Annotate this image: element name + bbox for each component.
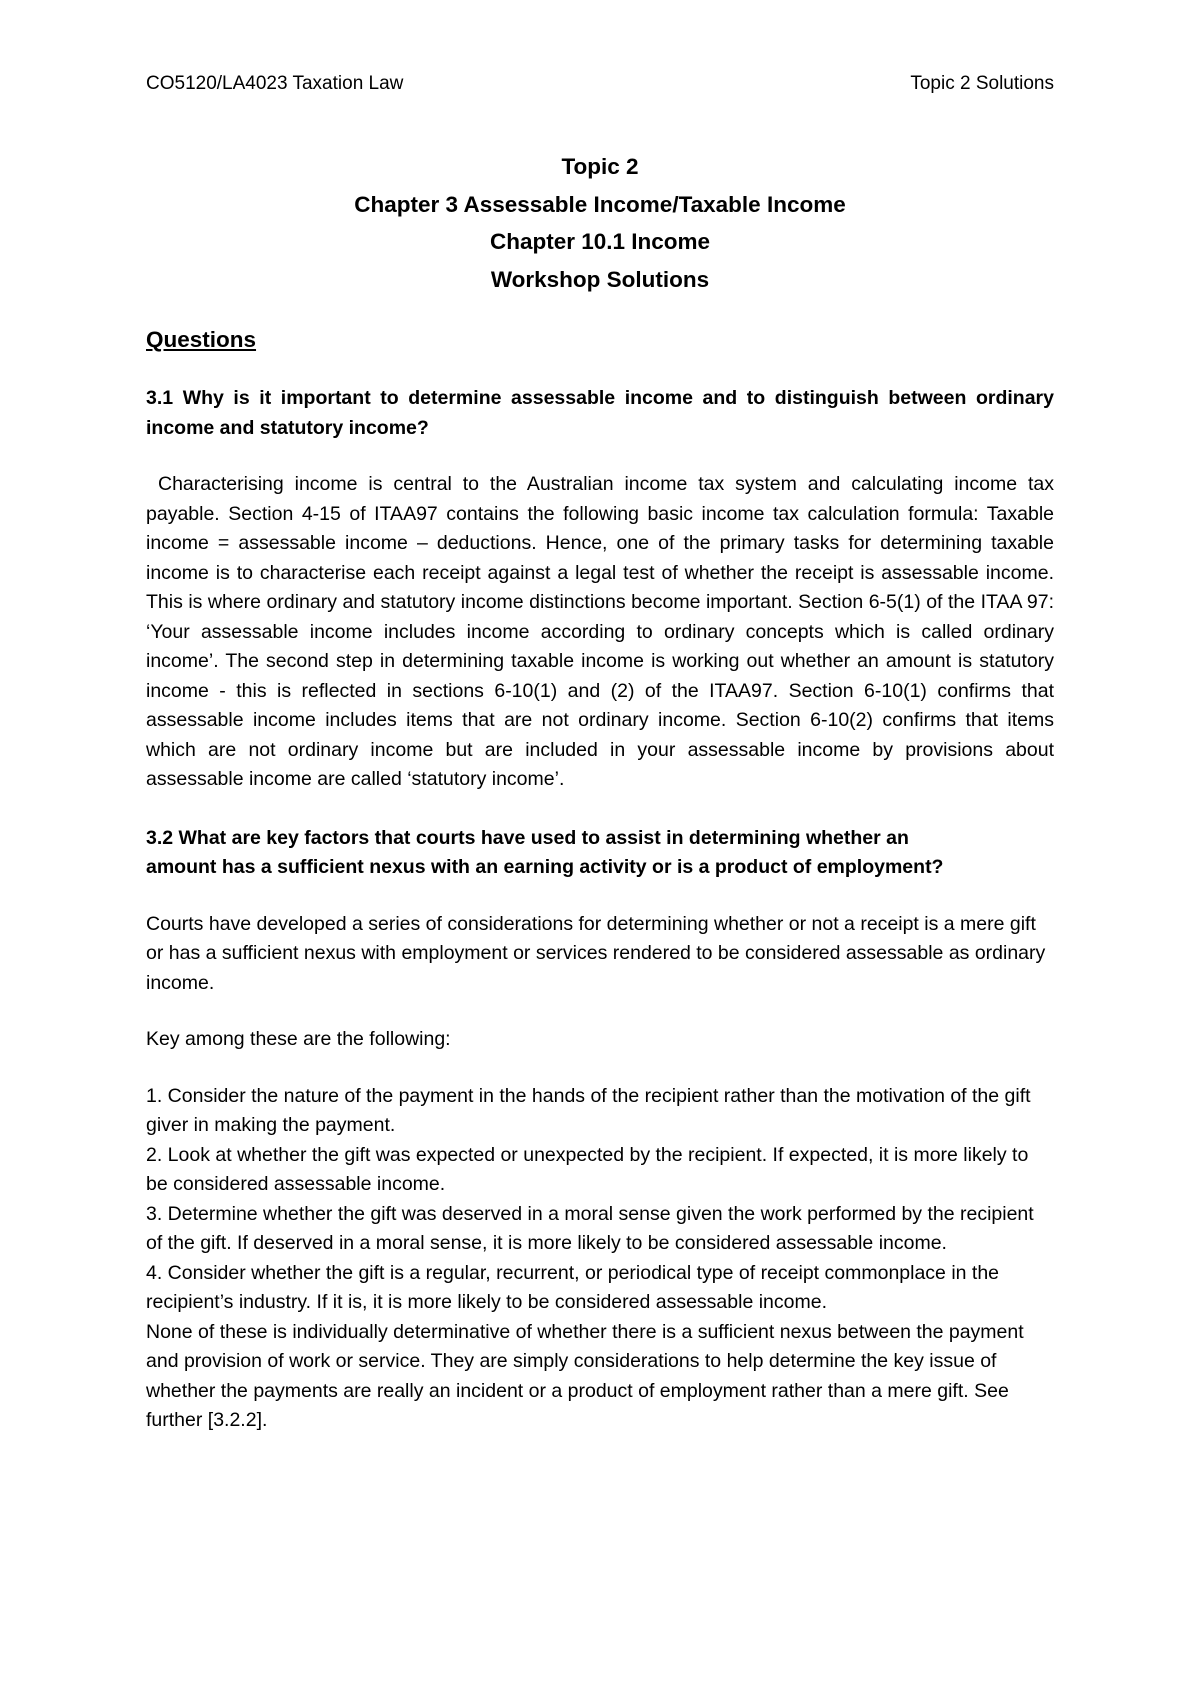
title-topic: Topic 2 [561,154,639,179]
list-item: 2. Look at whether the gift was expected or unexpected by the recipient. If expected, it is more likely to be considered assessable income. [146,1143,1029,1195]
title-chapter-10-1: Chapter 10.1 Income [489,229,711,254]
answer-3-2-intro: Courts have developed a series of considerations for determining whether or not a receipt is a mere gift or has a sufficient nexus with employment or services rendered to be considered assessable as ordinary income. [146,912,1046,994]
answer-3-2-key-among: Key among these are the following: [146,1028,451,1050]
question-3-2 [146,824,1054,883]
running-header [146,72,1054,96]
answer-3-1: Characterising income is central to the Australian income tax system and calculating income tax payable. Section 4-15 of ITAA97 contains the following basic income tax calculation formula: Taxable income = assessable income – deductions. Hence, one of the primary tasks for determining taxable income is to characterise each receipt against a legal test of whether the receipt is assessable income. This is where ordinary and statutory income distinctions become important. Section 6-5(1) of the ITAA 97: ‘Your assessable income includes income according to ordinary concepts which is called ordinary income’. The second step in determining taxable income is working out whether an amount is statutory income - this is reflected in sections 6-10(1) and (2) of the ITAA97. Section 6-10(1) confirms that assessable income includes items that are not ordinary income. Section 6-10(2) confirms that items which are not ordinary income but are included in your assessable income by provisions about assessable income are called ‘statutory income’. [146,473,1054,790]
question-3-1: 3.1 Why is it important to determine assessable income and to distinguish between ordinary income and statutory income? [146,387,1054,439]
title-block [146,148,1054,298]
closing-paragraph: None of these is individually determinative of whether there is a sufficient nexus between the payment and provision of work or service. They are simply considerations to help determine the key issue of whether the payments are really an incident or a product of employment rather than a mere gift. See further [3.2.2]. [146,1320,1024,1431]
section-heading-questions: Questions [146,327,257,352]
list-item: 4. Consider whether the gift is a regular, recurrent, or periodical type of receipt commonplace in the recipient’s industry. If it is, it is more likely to be considered assessable income. [146,1261,1000,1313]
title-chapter-3: Chapter 3 Assessable Income/Taxable Income [354,191,846,217]
list-item: 3. Determine whether the gift was deserved in a moral sense given the work performed by the recipient of the gift. If deserved in a moral sense, it is more likely to be considered assessable income. [146,1202,1034,1254]
document-body [146,148,1054,1436]
header-topic: Topic 2 Solutions [910,73,1054,94]
considerations-list [146,1082,1054,1436]
title-workshop: Workshop Solutions [490,266,710,292]
question-3-2-line-2: amount has a sufficient nexus with an earning activity or is a product of employment? [146,856,944,878]
list-item: 1. Consider the nature of the payment in the hands of the recipient rather than the motivation of the gift giver in making the payment. [146,1084,1031,1136]
question-3-2-line-1: 3.2 What are key factors that courts have used to assist in determining whether an [146,826,909,849]
course-code: CO5120/LA4023 Taxation Law [146,73,404,94]
